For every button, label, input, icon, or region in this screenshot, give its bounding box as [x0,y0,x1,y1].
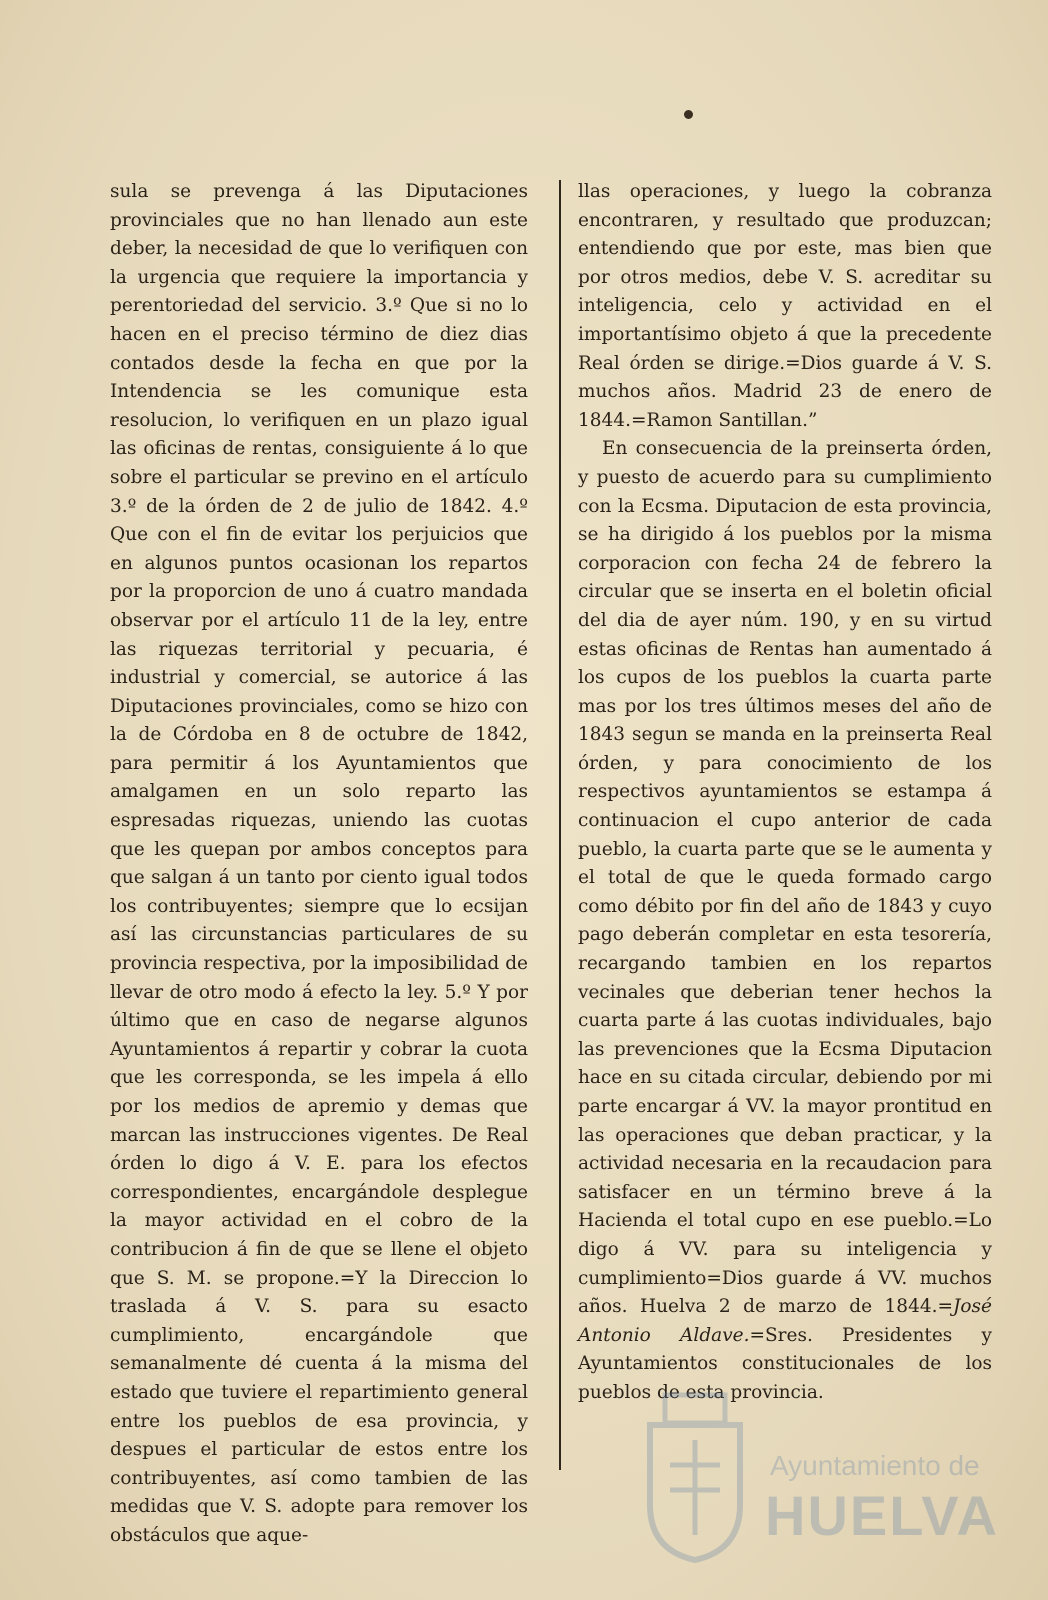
ink-dot [684,110,693,119]
closing-text: =Sres. Presidentes y Ayuntamientos constitucionales de los pueblos de esta provincia. [578,1324,992,1403]
watermark-line1: Ayuntamiento de [770,1450,980,1481]
crest-icon [640,1385,750,1565]
paragraph-text: En consecuencia de la preinserta órden, y puesto de acuerdo para su cumplimiento con la Ecsma. Diputacion de esta provincia, se ha dirigido á los pueblos por la misma corporacion con fecha 24 de febrero la circular que se inserta en el boletin oficial del dia de ayer núm. 190, y en su virtud estas oficinas de Rentas han aumentado á los cupos de los pueblos la cuarta parte mas por los tres últimos meses del año de 1843 segun se manda en la preinserta Real órden, y para conocimiento de los respectivos ayuntamientos se estampa á continuacion el cupo anterior de cada pueblo, la cuarta parte que se le aumenta y el total de que le queda formado cargo como débito por fin del año de 1843 y cuyo pago deberán completar en esta tesorería, recargando tambien en los repartos vecinales que deberian tener hechos la cuarta parte á las cuotas individuales, bajo las prevenciones que la Ecsma Diputacion hace en su citada circular, debiendo por mi parte encargar á VV. la mayor prontitud en las operaciones que deban practicar, y la actividad necesaria en la recaudacion para satisfacer en un término breve á la Hacienda el total cupo en ese pueblo.=Lo digo á VV. para su inteligencia y cumplimiento=Dios guarde á VV. muchos años. Huelva 2 de marzo de 1844.= [578,438,992,1318]
watermark [640,1375,1020,1575]
right-column-continuation: llas operaciones, y luego la cobranza encontraren, y resultado que produzcan; entendiendo que por este, mas bien que por otros medios, debe V. S. acreditar su inteligencia, celo y actividad en el importantísimo objeto á que la precedente Real órden se dirige.=Dios guarde á V. S. muchos años. Madrid 23 de enero de 1844.=Ramon Santillan.” [578,181,992,431]
signature: José Antonio Aldave. [578,1296,992,1346]
left-column [110,178,528,1551]
right-column [578,178,992,1408]
left-column-text: sula se prevenga á las Diputaciones provinciales que no han llenado aun este deber, la necesidad de que lo verifiquen con la urgencia que requiere la importancia y perentoriedad del servicio. 3.º Que si no lo hacen en el preciso término de diez dias contados desde la fecha en que por la Intendencia se les comunique esta resolucion, lo verifiquen en un plazo igual las oficinas de rentas, consiguiente á lo que sobre el particular se previno en el artículo 3.º de la órden de 2 de julio de 1842. 4.º Que con el fin de evitar los perjuicios que en algunos puntos ocasionan los repartos por la proporcion de uno á cuatro mandada observar por el artículo 11 de la ley, entre las riquezas territorial y pecuaria, é industrial y comercial, se autorice á las Diputaciones provinciales, como se hizo con la de Córdoba en 8 de octubre de 1842, para permitir á los Ayuntamientos que amalgamen en un solo reparto las espresadas riquezas, uniendo las cuotas que les quepan por ambos conceptos para que salgan á un tanto por ciento igual todos los contribuyentes; siempre que lo ecsijan así las circunstancias particulares de su provincia respectiva, por la imposibilidad de llevar de otro modo á efecto la ley. 5.º Y por último que en caso de negarse algunos Ayuntamientos á repartir y cobrar la cuota que les corresponda, se les impela á ello por los medios de apremio y demas que marcan las instrucciones vigentes. De Real órden lo digo á V. E. para los efectos correspondientes, encargándole desplegue la mayor actividad en el cobro de la contribucion á fin de que se llene el objeto que S. M. se propone.=Y la Direccion lo traslada á V. S. para su esacto cumplimiento, encargándole que semanalmente dé cuenta á la misma del estado que tuviere el repartimiento general entre los pueblos de esa provincia, y despues el particular de estos entre los contribuyentes, así como tambien de las medidas que V. S. adopte para remover los obstáculos que aque- [110,181,528,1546]
column-divider [559,180,561,1470]
right-column-paragraph [578,435,992,1407]
watermark-line2: HUELVA [765,1484,999,1547]
